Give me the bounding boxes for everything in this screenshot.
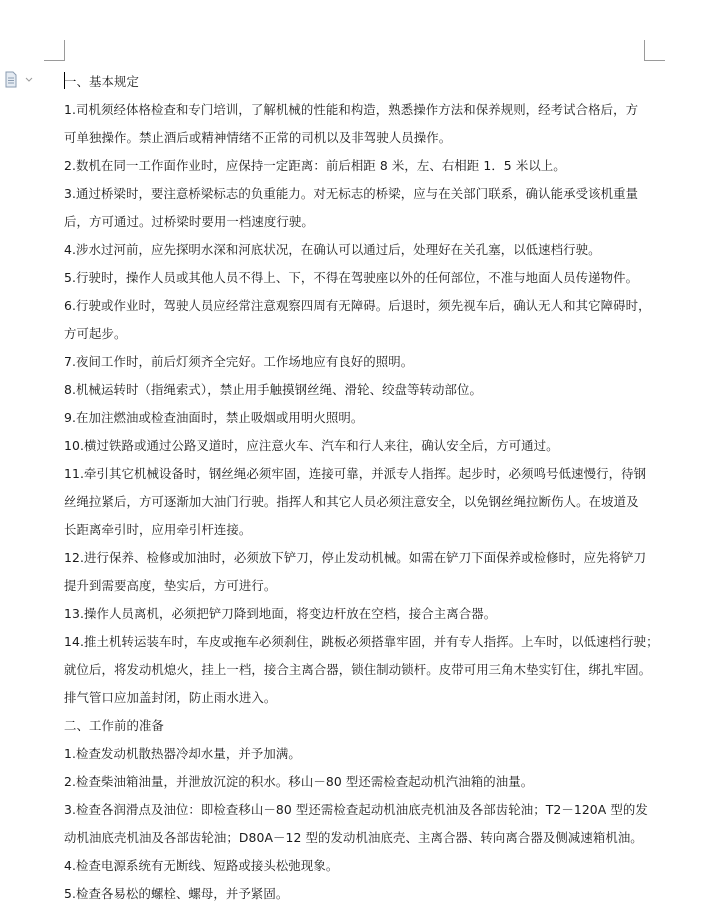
document-outline-icon[interactable]	[4, 71, 36, 89]
text-line: 9.在加注燃油或检查油面时，禁止吸烟或用明火照明。	[64, 410, 364, 425]
text-line: 提升到需要高度，垫实后，方可进行。	[64, 578, 277, 593]
text-line: 8.机械运转时（指绳索式），禁止用手触摸钢丝绳、滑轮、绞盘等转动部位。	[64, 382, 483, 397]
text-line: 2.数机在同一工作面作业时，应保持一定距离：前后相距 8 米，左、右相距 1．5 米以上。	[64, 158, 566, 173]
text-line: 排气管口应加盖封闭，防止雨水进入。	[64, 690, 277, 705]
text-line: 14.推土机转运装车时，车皮或拖车必须刹住，跳板必须搭靠牢固，并有专人指挥。上车时，以低速档行驶；	[64, 634, 659, 649]
text-line: 5.检查各易松的螺栓、螺母，并予紧固。	[64, 886, 289, 901]
text-line: 10.横过铁路或通过公路叉道时，应注意火车、汽车和行人来往，确认安全后，方可通过。	[64, 438, 559, 453]
text-line: 后，方可通过。过桥梁时要用一档速度行驶。	[64, 214, 314, 229]
text-line: 3.通过桥梁时，要注意桥梁标志的负重能力。对无标志的桥梁，应与在关部门联系，确认能承受该机重量	[64, 186, 639, 201]
text-line: 13.操作人员离机，必须把铲刀降到地面，将变边杆放在空档，接合主离合器。	[64, 606, 497, 621]
page-corner-mark-top-left	[44, 40, 65, 61]
section-heading: 二、工作前的准备	[64, 718, 164, 733]
text-line: 丝绳拉紧后，方可逐渐加大油门行驶。指挥人和其它人员必须注意安全，以免钢丝绳拉断伤人。在坡道及	[64, 494, 639, 509]
section-heading: 一、基本规定	[64, 74, 139, 89]
text-line: 4.检查电源系统有无断线、短路或接头松弛现象。	[64, 858, 339, 873]
text-line: 5.行驶时，操作人员或其他人员不得上、下，不得在驾驶座以外的任何部位，不准与地面人员传递物件。	[64, 270, 639, 285]
text-line: 7.夜间工作时，前后灯须齐全完好。工作场地应有良好的照明。	[64, 354, 414, 369]
text-line: 可单独操作。禁止酒后或精神情绪不正常的司机以及非驾驶人员操作。	[64, 130, 452, 145]
text-line: 2.检查柴油箱油量，并泄放沉淀的积水。移山－80 型还需检查起动机汽油箱的油量。	[64, 774, 534, 789]
page-corner-mark-top-right	[644, 40, 665, 61]
text-line: 动机油底壳机油及各部齿轮油；D80A－12 型的发动机油底壳、主离合器、转向离合器及侧减速箱机油。	[64, 830, 643, 845]
text-line: 3.检查各润滑点及油位：即检查移山－80 型还需检查起动机油底壳机油及各部齿轮油；T2－120A 型的发	[64, 802, 648, 817]
text-line: 12.进行保养、检修或加油时，必须放下铲刀，停止发动机械。如需在铲刀下面保养或检修时，应先将铲刀	[64, 550, 647, 565]
text-line: 方可起步。	[64, 326, 127, 341]
text-line: 11.牵引其它机械设备时，钢丝绳必须牢固，连接可靠，并派专人指挥。起步时，必须鸣号低速慢行，待钢	[64, 466, 647, 481]
text-line: 就位后，将发动机熄火，挂上一档，接合主离合器，锁住制动锁杆。皮带可用三角木垫实钉住，绑扎牢固。	[64, 662, 652, 677]
text-line: 4.涉水过河前，应先探明水深和河底状况，在确认可以通过后，处理好在关孔塞，以低速档行驶。	[64, 242, 601, 257]
text-line: 长距离牵引时，应用牵引杆连接。	[64, 522, 252, 537]
document-body[interactable]	[64, 68, 659, 908]
text-line: 1.司机须经体格检查和专门培训，了解机械的性能和构造，熟悉操作方法和保养规则，经考试合格后，方	[64, 102, 639, 117]
text-line: 6.行驶或作业时，驾驶人员应经常注意观察四周有无障碍。后退时，须先视车后，确认无人和其它障碍时，	[64, 298, 651, 313]
text-line: 1.检查发动机散热器冷却水量，并予加满。	[64, 746, 301, 761]
